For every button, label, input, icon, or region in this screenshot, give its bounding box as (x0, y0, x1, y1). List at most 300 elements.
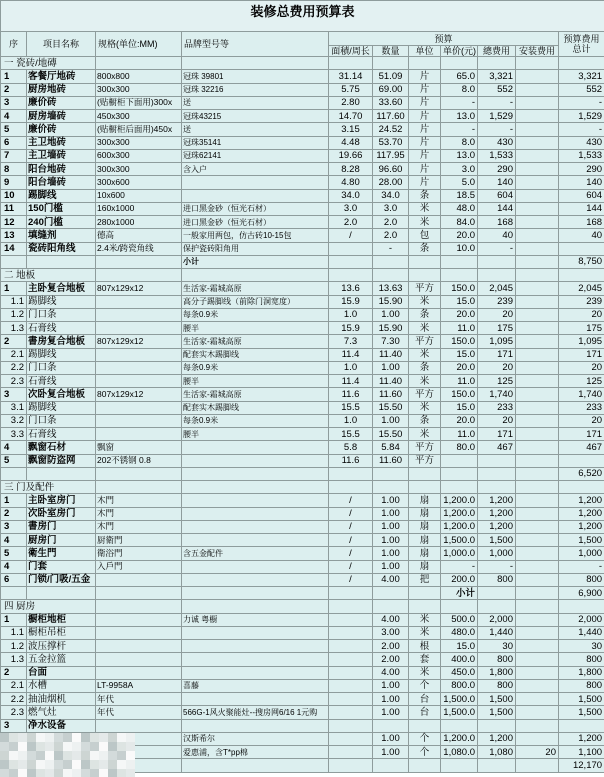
cell-budget-total: 2,000 (559, 613, 604, 626)
cell-install-fee (516, 719, 559, 732)
cell-total-cost: - (478, 123, 516, 136)
cell-quantity: 33.60 (373, 96, 409, 109)
mosaic-block (36, 751, 45, 760)
cell-area: 7.3 (329, 335, 373, 348)
table-row (1, 96, 604, 109)
cell-unit-price: 65.0 (441, 70, 478, 83)
mosaic-block (108, 769, 117, 777)
cell-brand: 每条0.9米 (182, 414, 329, 427)
cell-brand (182, 520, 329, 533)
cell-item-name: 主卧复合地板 (27, 282, 96, 295)
cell-install-fee (516, 414, 559, 427)
cell-spec: 飘窗 (96, 441, 182, 454)
cell-unit (409, 255, 441, 268)
cell-install-fee (516, 401, 559, 414)
table-row (1, 573, 604, 586)
mosaic-block (9, 733, 18, 742)
cell-index: 2 (1, 83, 27, 96)
cell-empty (441, 57, 478, 70)
cell-total-cost: 1,740 (478, 388, 516, 401)
table-body (1, 57, 604, 773)
cell-unit: 米 (409, 375, 441, 388)
cell-install-fee (516, 693, 559, 706)
cell-unit: 个 (409, 746, 441, 759)
cell-install-fee (516, 176, 559, 189)
cell-area: 15.9 (329, 295, 373, 308)
cell-budget-total: 168 (559, 216, 604, 229)
mosaic-block (99, 742, 108, 751)
cell-total-cost: 1,200 (478, 494, 516, 507)
cell-index: 3 (1, 388, 27, 401)
cell-index: 9 (1, 176, 27, 189)
cell-area: 1.0 (329, 414, 373, 427)
cell-area: 34.0 (329, 189, 373, 202)
cell-brand (182, 587, 329, 600)
cell-brand (182, 441, 329, 454)
mosaic-block (18, 769, 27, 777)
cell-area: 31.14 (329, 70, 373, 83)
cell-index: 7 (1, 149, 27, 162)
cell-spec (96, 573, 182, 586)
cell-index: 3.2 (1, 414, 27, 427)
cell-index: 2 (1, 335, 27, 348)
cell-quantity: 15.50 (373, 428, 409, 441)
cell-item-name: 廉价砖 (27, 123, 96, 136)
mosaic-block (9, 742, 18, 751)
cell-brand (182, 467, 329, 480)
header-budget-total: 预算费用总计 (559, 32, 604, 57)
cell-item-name: 厨房墙砖 (27, 110, 96, 123)
cell-unit: 根 (409, 640, 441, 653)
cell-unit-price (441, 759, 478, 772)
cell-total-cost: 140 (478, 176, 516, 189)
cell-install-fee (516, 520, 559, 533)
cell-brand: 冠珠35141 (182, 136, 329, 149)
mosaic-block (18, 760, 27, 769)
cell-area: 11.4 (329, 348, 373, 361)
table-row (1, 626, 604, 639)
cell-install-fee (516, 467, 559, 480)
cell-budget-total: 430 (559, 136, 604, 149)
cell-quantity: 117.95 (373, 149, 409, 162)
cell-unit-price: 1,200.0 (441, 494, 478, 507)
cell-quantity: 2.0 (373, 229, 409, 242)
cell-index: 1.2 (1, 640, 27, 653)
cell-unit-price: 8.0 (441, 83, 478, 96)
mosaic-block (126, 751, 135, 760)
table-row (1, 202, 604, 215)
cell-unit-price: 1,080.0 (441, 746, 478, 759)
cell-spec: 入戶門 (96, 560, 182, 573)
header-unit: 单位 (409, 46, 441, 57)
cell-unit-price: 15.0 (441, 640, 478, 653)
cell-spec: 300x300 (96, 83, 182, 96)
header-install-fee: 安装费用 (516, 46, 559, 57)
cell-unit-price: 200.0 (441, 573, 478, 586)
mosaic-block (72, 769, 81, 777)
mosaic-block (81, 742, 90, 751)
cell-unit: 片 (409, 176, 441, 189)
sheet-title: 装修总费用预算表 (1, 1, 604, 32)
mosaic-block (27, 733, 36, 742)
cell-empty (182, 57, 329, 70)
mosaic-block (0, 751, 9, 760)
cell-item-name: 衛生門 (27, 547, 96, 560)
cell-item-name: 抽油烟机 (27, 693, 96, 706)
table-row (1, 229, 604, 242)
cell-empty (559, 57, 604, 70)
cell-item-name: 踢脚线 (27, 295, 96, 308)
cell-unit: 条 (409, 242, 441, 255)
cell-area: / (329, 573, 373, 586)
cell-spec: 202不锈钢 0.8 (96, 454, 182, 467)
cell-index: 2.1 (1, 679, 27, 692)
cell-index: 1.3 (1, 322, 27, 335)
cell-budget-total: 20 (559, 361, 604, 374)
cell-index: 3 (1, 520, 27, 533)
cell-area: 11.6 (329, 388, 373, 401)
cell-unit: 片 (409, 110, 441, 123)
table-row (1, 375, 604, 388)
cell-empty (516, 600, 559, 613)
mosaic-block (117, 751, 126, 760)
cell-item-name (27, 587, 96, 600)
cell-brand (182, 693, 329, 706)
cell-total-cost: 1,440 (478, 626, 516, 639)
cell-install-fee (516, 507, 559, 520)
cell-empty (182, 481, 329, 494)
mosaic-block (81, 733, 90, 742)
cell-spec (96, 640, 182, 653)
mosaic-block (63, 733, 72, 742)
cell-area: / (329, 560, 373, 573)
cell-install-fee (516, 229, 559, 242)
header-index: 序 (1, 32, 27, 57)
cell-install-fee (516, 361, 559, 374)
subtotal-row (1, 467, 604, 480)
header-row (1, 32, 604, 46)
mosaic-block (36, 742, 45, 751)
cell-empty (329, 600, 373, 613)
header-area: 面積/周长 (329, 46, 373, 57)
cell-total-cost: - (478, 96, 516, 109)
cell-item-name: 次卧复合地板 (27, 388, 96, 401)
cell-budget-total: 12,170 (559, 759, 604, 772)
cell-spec: 160x1000 (96, 202, 182, 215)
header-budget-group: 预算 (329, 32, 559, 46)
cell-index: 5 (1, 454, 27, 467)
cell-spec: LT-9958A (96, 679, 182, 692)
mosaic-block (81, 769, 90, 777)
cell-area: 1.0 (329, 361, 373, 374)
cell-unit: 个 (409, 732, 441, 745)
cell-item-name: 台面 (27, 666, 96, 679)
cell-install-fee (516, 216, 559, 229)
cell-spec: 807x129x12 (96, 388, 182, 401)
cell-install-fee (516, 255, 559, 268)
cell-quantity: 15.90 (373, 322, 409, 335)
cell-empty (478, 57, 516, 70)
mosaic-block (63, 742, 72, 751)
cell-unit: 米 (409, 428, 441, 441)
cell-brand (182, 759, 329, 772)
cell-item-name: 门口条 (27, 361, 96, 374)
cell-brand (182, 454, 329, 467)
cell-spec: 2.4米/跨瓷角线 (96, 242, 182, 255)
cell-install-fee (516, 70, 559, 83)
mosaic-block (36, 760, 45, 769)
mosaic-block (45, 769, 54, 777)
cell-index: 4 (1, 441, 27, 454)
cell-brand (182, 626, 329, 639)
cell-index: 4 (1, 534, 27, 547)
cell-quantity: 1.00 (373, 308, 409, 321)
table-row (1, 189, 604, 202)
cell-budget-total: 1,440 (559, 626, 604, 639)
title-row (1, 1, 604, 32)
cell-unit-price: 15.0 (441, 295, 478, 308)
cell-area: 14.70 (329, 110, 373, 123)
cell-quantity (373, 719, 409, 732)
cell-item-name: 240门槛 (27, 216, 96, 229)
cell-brand: 生活家-霜城高原 (182, 335, 329, 348)
cell-total-cost: 239 (478, 295, 516, 308)
cell-unit-price: 1,500.0 (441, 706, 478, 719)
cell-item-name: 飘窗石材 (27, 441, 96, 454)
mosaic-block (72, 742, 81, 751)
cell-budget-total: 1,200 (559, 494, 604, 507)
cell-unit-price: 150.0 (441, 282, 478, 295)
cell-quantity: 1.00 (373, 520, 409, 533)
table-row (1, 176, 604, 189)
cell-unit: 扇 (409, 547, 441, 560)
cell-quantity: 5.84 (373, 441, 409, 454)
cell-index: 2.1 (1, 348, 27, 361)
cell-spec (96, 255, 182, 268)
mosaic-block (108, 733, 117, 742)
mosaic-block (45, 760, 54, 769)
cell-install-fee (516, 666, 559, 679)
cell-area (329, 759, 373, 772)
cell-brand: 配套实木踢脚线 (182, 401, 329, 414)
cell-area: 5.8 (329, 441, 373, 454)
cell-total-cost: 1,200 (478, 732, 516, 745)
cell-unit: 片 (409, 96, 441, 109)
cell-quantity: 1.00 (373, 547, 409, 560)
mosaic-block (117, 760, 126, 769)
section-title: 四 厨房 (1, 600, 96, 613)
cell-unit-price: 84.0 (441, 216, 478, 229)
cell-total-cost: 2,045 (478, 282, 516, 295)
cell-quantity: - (373, 242, 409, 255)
cell-budget-total: 1,500 (559, 534, 604, 547)
section-header-row (1, 57, 604, 70)
cell-unit-price: 15.0 (441, 401, 478, 414)
cell-install-fee: 20 (516, 746, 559, 759)
cell-budget-total: 1,000 (559, 547, 604, 560)
cell-index: 2.2 (1, 693, 27, 706)
cell-install-fee (516, 547, 559, 560)
cell-quantity: 1.00 (373, 534, 409, 547)
cell-brand: 送 (182, 96, 329, 109)
cell-item-name: 橱柜地柜 (27, 613, 96, 626)
cell-spec (96, 626, 182, 639)
cell-unit (409, 719, 441, 732)
cell-unit: 把 (409, 573, 441, 586)
table-row (1, 70, 604, 83)
cell-install-fee (516, 613, 559, 626)
cell-index: 5 (1, 547, 27, 560)
cell-area: 11.6 (329, 454, 373, 467)
cell-unit: 平方 (409, 388, 441, 401)
cell-item-name: 廉价砖 (27, 96, 96, 109)
cell-area (329, 693, 373, 706)
mosaic-block (126, 742, 135, 751)
cell-area: 15.9 (329, 322, 373, 335)
cell-install-fee (516, 573, 559, 586)
cell-quantity: 11.60 (373, 388, 409, 401)
cell-budget-total: - (559, 123, 604, 136)
cell-spec: 木門 (96, 520, 182, 533)
table-row (1, 666, 604, 679)
cell-quantity: 1.00 (373, 560, 409, 573)
cell-area: 15.5 (329, 428, 373, 441)
cell-spec (96, 613, 182, 626)
cell-quantity: 1.00 (373, 693, 409, 706)
cell-spec (96, 587, 182, 600)
cell-item-name (27, 255, 96, 268)
cell-budget-total: 144 (559, 202, 604, 215)
cell-brand: 每条0.9米 (182, 361, 329, 374)
cell-total-cost: 1,533 (478, 149, 516, 162)
mosaic-block (126, 769, 135, 777)
cell-quantity: 117.60 (373, 110, 409, 123)
cell-quantity: 7.30 (373, 335, 409, 348)
mosaic-block (117, 769, 126, 777)
cell-item-name: 净水设备 (27, 719, 96, 732)
mosaic-block (9, 760, 18, 769)
cell-empty (373, 600, 409, 613)
cell-total-cost: 1,500 (478, 693, 516, 706)
cell-empty (478, 600, 516, 613)
cell-index: 2.3 (1, 706, 27, 719)
table-row (1, 706, 604, 719)
cell-install-fee (516, 759, 559, 772)
cell-area (329, 666, 373, 679)
cell-empty (559, 269, 604, 282)
cell-unit-price: 480.0 (441, 626, 478, 639)
cell-index: 2.2 (1, 361, 27, 374)
cell-budget-total: 20 (559, 308, 604, 321)
cell-brand: 进口黑金砂（恒光石材） (182, 216, 329, 229)
cell-unit-price: 80.0 (441, 441, 478, 454)
cell-quantity: 15.90 (373, 295, 409, 308)
cell-item-name: 主卫地砖 (27, 136, 96, 149)
cell-quantity: 3.00 (373, 626, 409, 639)
cell-unit: 条 (409, 361, 441, 374)
cell-total-cost: 1,529 (478, 110, 516, 123)
cell-unit: 台 (409, 693, 441, 706)
cell-area: / (329, 520, 373, 533)
cell-unit (409, 587, 441, 600)
cell-area (329, 640, 373, 653)
cell-unit (409, 759, 441, 772)
cell-unit-price: 15.0 (441, 348, 478, 361)
cell-total-cost: 800 (478, 573, 516, 586)
cell-empty (478, 269, 516, 282)
cell-quantity: 11.40 (373, 348, 409, 361)
cell-empty (409, 269, 441, 282)
cell-item-name (27, 467, 96, 480)
header-brand: 品牌型号等 (182, 32, 329, 57)
cell-brand: 进口黑金砂（恒光石材） (182, 202, 329, 215)
cell-total-cost: 20 (478, 361, 516, 374)
cell-unit-price (441, 454, 478, 467)
cell-item-name: 踢脚线 (27, 348, 96, 361)
cell-budget-total: 1,500 (559, 706, 604, 719)
cell-spec (96, 666, 182, 679)
cell-empty (441, 481, 478, 494)
header-quantity: 数量 (373, 46, 409, 57)
cell-index: 6 (1, 573, 27, 586)
mosaic-block (126, 760, 135, 769)
cell-spec (96, 375, 182, 388)
cell-budget-total: 1,529 (559, 110, 604, 123)
cell-item-name: 厨房门 (27, 534, 96, 547)
cell-index: 4 (1, 560, 27, 573)
cell-item-name: 水槽 (27, 679, 96, 692)
cell-total-cost (478, 454, 516, 467)
cell-spec: (贴橱柜后面用)450x (96, 123, 182, 136)
cell-spec (96, 361, 182, 374)
mosaic-block (90, 742, 99, 751)
mosaic-block (54, 760, 63, 769)
cell-empty (409, 57, 441, 70)
cell-spec: 木門 (96, 507, 182, 520)
cell-empty (96, 269, 182, 282)
cell-index: 1 (1, 494, 27, 507)
cell-total-cost: 552 (478, 83, 516, 96)
cell-item-name: 踢脚线 (27, 401, 96, 414)
mosaic-block (81, 760, 90, 769)
cell-install-fee (516, 534, 559, 547)
cell-quantity: 2.0 (373, 216, 409, 229)
cell-area: 1.0 (329, 308, 373, 321)
cell-unit-price: 11.0 (441, 322, 478, 335)
cell-unit-price: 11.0 (441, 428, 478, 441)
cell-spec: 300x300 (96, 163, 182, 176)
cell-quantity: 1.00 (373, 414, 409, 427)
cell-item-name: 波压撑杆 (27, 640, 96, 653)
cell-item-name: 書房复合地板 (27, 335, 96, 348)
cell-unit: 米 (409, 666, 441, 679)
cell-total-cost: 1,080 (478, 746, 516, 759)
cell-index: 10 (1, 189, 27, 202)
cell-unit: 扇 (409, 534, 441, 547)
cell-unit-price: 10.0 (441, 242, 478, 255)
cell-budget-total: 1,200 (559, 520, 604, 533)
section-header-row (1, 600, 604, 613)
cell-brand: 每条0.9米 (182, 308, 329, 321)
cell-install-fee (516, 282, 559, 295)
cell-spec: 280x1000 (96, 216, 182, 229)
section-header-row (1, 481, 604, 494)
cell-empty (373, 57, 409, 70)
cell-install-fee (516, 441, 559, 454)
mosaic-block (99, 760, 108, 769)
cell-install-fee (516, 110, 559, 123)
cell-area: 3.15 (329, 123, 373, 136)
